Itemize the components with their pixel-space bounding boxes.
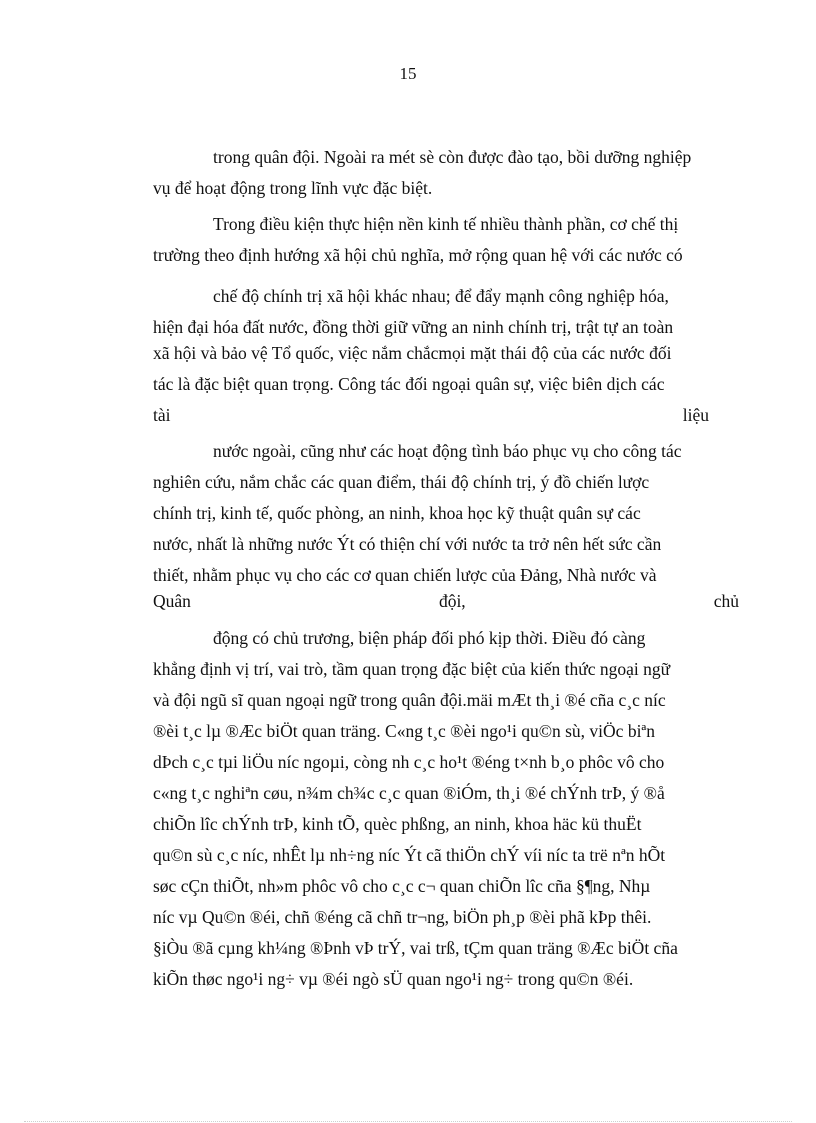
text-line: nước, nhất là những nước Ýt có thiện chí với nước ta trở nên hết sức cần [153, 534, 662, 554]
text-line: khẳng định vị trí, vai trò, tầm quan trọng đặc biệt của kiến thức ngoại ngữ [153, 659, 671, 679]
text-word: đội, [438, 591, 466, 611]
text-line: chế độ chính trị xã hội khác nhau; để đẩy mạnh công nghiệp hóa, [213, 286, 669, 306]
text-line: hiện đại hóa đất nước, đồng thời giữ vững an ninh chính trị, trật tự an toàn [153, 317, 674, 337]
text-line: níc vµ Qu©n ®éi, chñ ®éng cã chñ tr¬ng, biÖn ph¸p ®èi phã kÞp thêi. [153, 907, 652, 927]
text-line: thiết, nhằm phục vụ cho các cơ quan chiến lược của Đảng, Nhà nước và [153, 565, 657, 585]
text-line: tác là đặc biệt quan trọng. Công tác đối ngoại quân sự, việc biên dịch các [153, 374, 665, 394]
justified-line [153, 405, 709, 425]
page-number: 15 [399, 64, 417, 83]
text-word: tài [153, 405, 171, 425]
text-line: nghiên cứu, nắm chắc các quan điểm, thái độ chính trị, ý đồ chiến lược [153, 472, 650, 492]
text-word: liệu [682, 405, 709, 425]
text-line: §iÒu ®ã cµng kh¼ng ®Þnh vÞ trÝ, vai trß, tÇm quan träng ®Æc biÖt cña [153, 938, 678, 958]
justified-line [153, 591, 739, 611]
text-line: nước ngoài, cũng như các hoạt động tình báo phục vụ cho công tác [213, 441, 682, 461]
page-bottom-rule [24, 1121, 792, 1122]
text-line: chính trị, kinh tế, quốc phòng, an ninh, khoa học kỹ thuật quân sự các [153, 503, 641, 523]
text-line: vụ để hoạt động trong lĩnh vực đặc biệt. [153, 178, 433, 198]
text-line: trong quân đội. Ngoài ra mét sè còn được đào tạo, bồi dưỡng nghiệp [213, 147, 692, 167]
text-line: Trong điều kiện thực hiện nền kinh tế nhiều thành phần, cơ chế thị [213, 214, 679, 234]
text-line: qu©n sù c¸c níc, nhÊt lµ nh÷ng níc Ýt cã thiÖn chÝ víi níc ta trë nªn hÕt [153, 845, 666, 865]
text-line: dÞch c¸c tµi liÖu níc ngoµi, còng nh c¸c ho¹t ®éng t×nh b¸o phôc vô cho [153, 752, 665, 772]
text-line: c«ng t¸c nghiªn cøu, n¾m ch¾c c¸c quan ®iÓm, th¸i ®é chÝnh trÞ, ý ®å [153, 783, 665, 803]
text-line: søc cÇn thiÕt, nh»m phôc vô cho c¸c c¬ quan chiÕn lîc cña §¶ng, Nhµ [153, 876, 651, 896]
text-line: chiÕn lîc chÝnh trÞ, kinh tÕ, quèc phßng, an ninh, khoa häc kü thuËt [153, 814, 642, 834]
text-line: ®èi t¸c lµ ®Æc biÖt quan träng. C«ng t¸c ®èi ngo¹i qu©n sù, viÖc biªn [153, 721, 656, 741]
text-line: động có chủ trương, biện pháp đối phó kịp thời. Điều đó càng [213, 628, 646, 648]
text-word: Quân [153, 591, 191, 611]
text-line: kiÕn thøc ngo¹i ng÷ vµ ®éi ngò sÜ quan ngo¹i ng÷ trong qu©n ®éi. [153, 969, 634, 989]
text-line: xã hội và bảo vệ Tổ quốc, việc nắm chắcmọi mặt thái độ của các nước đối [153, 343, 672, 363]
text-word: chủ [713, 591, 739, 611]
text-line: và đội ngũ sĩ quan ngoại ngữ trong quân đội.mäi mÆt th¸i ®é cña c¸c níc [153, 690, 666, 710]
text-line: trường theo định hướng xã hội chủ nghĩa, mở rộng quan hệ với các nước có [153, 245, 683, 265]
